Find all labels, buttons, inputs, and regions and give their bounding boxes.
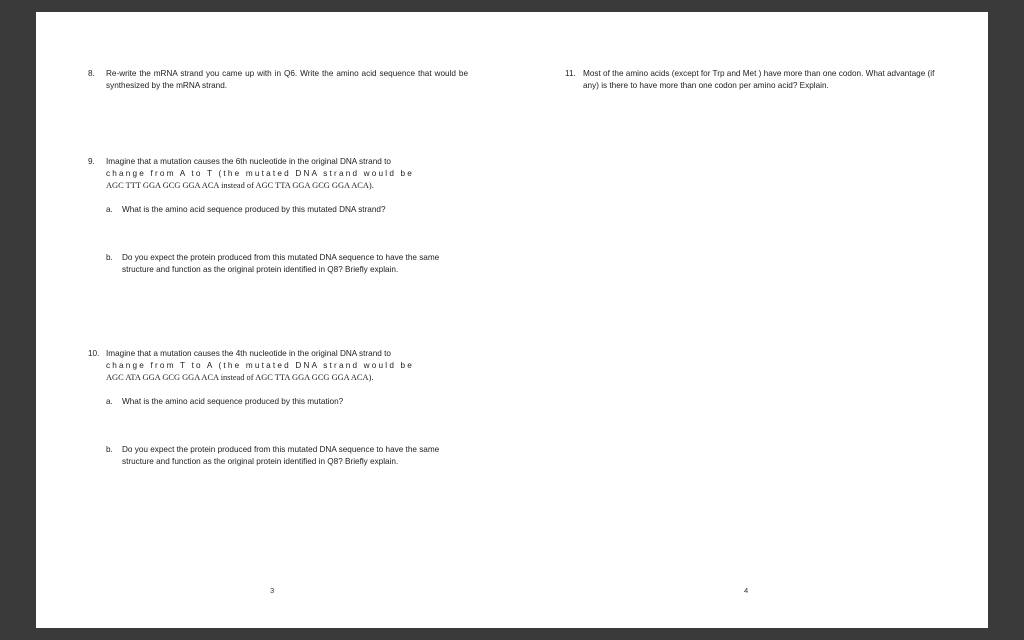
question-10b-text: Do you expect the protein produced from this mutated DNA sequence to have the same structure and function as the original protein identified in Q8? Briefly explain. [122, 445, 440, 466]
question-9-line-2: change from A to T (the mutated DNA strand would be [106, 169, 415, 178]
question-10-line-1: Imagine that a mutation causes the 4th nucleotide in the original DNA strand to [106, 349, 391, 358]
question-10-line-3: AGC ATA GGA GCG GGA ACA instead of AGC TTA GGA GCG GGA ACA). [106, 373, 374, 382]
question-10a-text: What is the amino acid sequence produced by this mutation? [122, 397, 344, 406]
page-4-content [565, 68, 935, 92]
question-9-line-3: AGC TTT GGA GCG GGA ACA instead of AGC TTA GGA GCG GGA ACA). [106, 181, 374, 190]
question-10-line-2: change from T to A (the mutated DNA strand would be [106, 361, 415, 370]
question-8 [88, 68, 468, 92]
question-10-number: 10. [88, 349, 100, 358]
question-9a-text: What is the amino acid sequence produced by this mutated DNA strand? [122, 205, 386, 214]
question-9-line-1: Imagine that a mutation causes the 6th nucleotide in the original DNA strand to [106, 157, 391, 166]
question-10b-letter: b. [106, 445, 113, 454]
worksheet-spread [36, 12, 988, 628]
question-9b-letter: b. [106, 253, 113, 262]
question-11-number: 11. [565, 69, 576, 78]
question-9a-letter: a. [106, 205, 113, 214]
question-10b [106, 444, 468, 468]
question-9-number: 9. [88, 157, 95, 166]
page-number-4: 4 [744, 586, 749, 595]
question-11-text: Most of the amino acids (except for Trp and Met ) have more than one codon. What advantage (if any) is there to have more than one codon per amino acid? Explain. [583, 69, 935, 90]
question-8-text: Re-write the mRNA strand you came up with in Q6. Write the amino acid sequence that would be synthesized by the mRNA strand. [106, 69, 468, 90]
question-10 [88, 348, 468, 384]
question-11 [565, 68, 935, 92]
page-3-content [88, 68, 468, 468]
question-10a [106, 396, 468, 408]
question-9 [88, 156, 468, 192]
question-9b-text: Do you expect the protein produced from this mutated DNA sequence to have the same structure and function as the original protein identified in Q8? Briefly explain. [122, 253, 440, 274]
question-8-number: 8. [88, 69, 95, 78]
question-9a [106, 204, 468, 216]
question-9b [106, 252, 468, 276]
question-10a-letter: a. [106, 397, 113, 406]
page-number-3: 3 [270, 586, 275, 595]
